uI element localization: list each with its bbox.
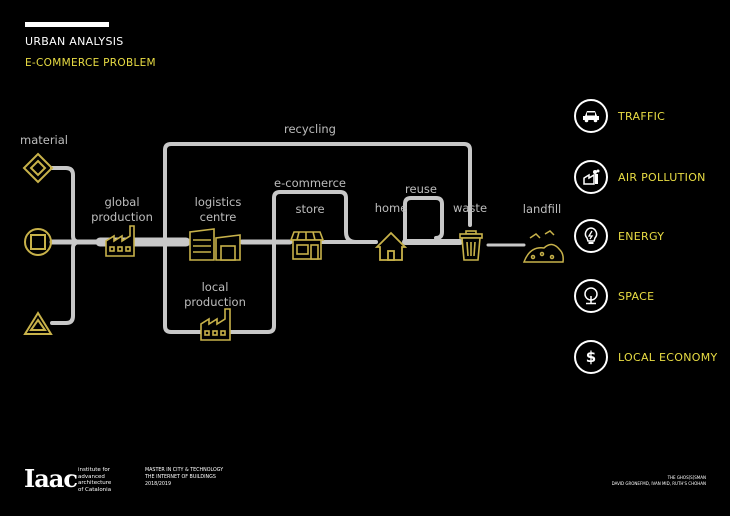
page-subtitle: E-COMMERCE PROBLEM — [25, 57, 156, 69]
tree-icon — [574, 279, 608, 313]
label-logistics: logistics — [194, 195, 242, 209]
author-credits: THE GHOS[S]SMAN DAVID GRONEFMD, IVAN MID, RUTH'S CHOHAN — [611, 475, 706, 486]
category-label: LOCAL ECONOMY — [618, 350, 718, 364]
material-triangle-icon — [25, 313, 51, 334]
label-local: local — [201, 280, 229, 294]
material-diamond-icon — [24, 154, 52, 182]
label-global: global — [104, 195, 140, 209]
store-icon — [291, 232, 323, 259]
label-home: home — [374, 201, 408, 215]
label-recycling: recycling — [284, 122, 336, 136]
ecommerce-loop — [274, 192, 375, 242]
factory-smoke-icon — [574, 160, 608, 194]
label-reuse: reuse — [405, 182, 437, 196]
institute-name: institute for advanced architecture of Catalonia — [78, 467, 112, 493]
category-label: ENERGY — [618, 229, 665, 243]
car-icon — [574, 99, 608, 133]
landfill-icon — [524, 231, 563, 262]
category-label: TRAFFIC — [618, 109, 666, 123]
program-info: MASTER IN CITY & TECHNOLOGY THE INTERNET OF BUILDINGS 2018/2019 — [145, 468, 224, 487]
label-local-production: production — [184, 295, 246, 309]
dollar-icon: $ — [574, 340, 608, 374]
global-factory-icon — [106, 226, 134, 256]
iaac-logo: Iaac — [24, 464, 77, 493]
category-space — [574, 279, 654, 313]
category-energy — [574, 219, 664, 253]
label-material: material — [20, 133, 68, 147]
label-store: store — [295, 202, 325, 216]
category-label: SPACE — [618, 289, 655, 303]
category-local-economy — [574, 340, 718, 374]
logistics-centre-icon — [190, 229, 240, 260]
label-centre: centre — [199, 210, 237, 224]
label-landfill: landfill — [522, 202, 562, 216]
material-line-top — [52, 168, 100, 242]
page-title: URBAN ANALYSIS — [25, 35, 124, 48]
category-traffic — [574, 99, 665, 133]
category-label: AIR POLLUTION — [618, 170, 706, 184]
category-air-pollution — [574, 160, 706, 194]
material-square-circle-icon — [25, 229, 51, 255]
waste-bin-icon — [460, 231, 482, 260]
label-ecommerce: e-commerce — [274, 176, 346, 190]
label-waste: waste — [452, 201, 488, 215]
label-production: production — [91, 210, 153, 224]
material-line-bottom — [52, 242, 80, 323]
reuse-loop — [405, 198, 442, 242]
home-icon — [377, 233, 405, 260]
local-factory-icon — [201, 309, 230, 340]
lightbulb-icon — [574, 219, 608, 253]
